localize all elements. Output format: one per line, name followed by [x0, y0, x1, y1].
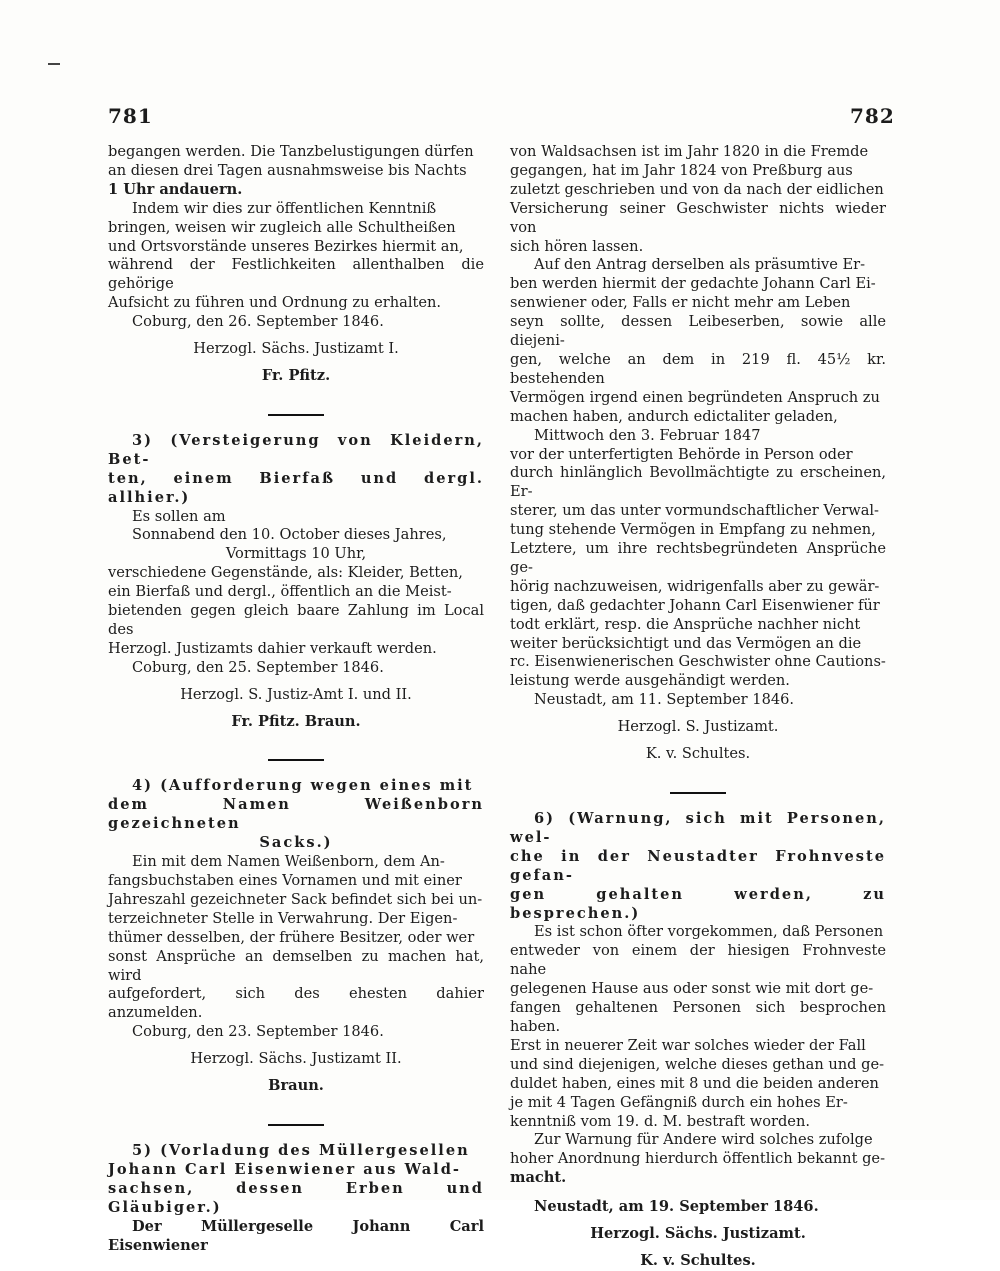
text-line: senwiener oder, Falls er nicht mehr am Leben [510, 294, 851, 312]
date-line: Coburg, den 26. September 1846. [132, 313, 384, 331]
text-line: an diesen drei Tagen ausnahmsweise bis Nachts [108, 161, 467, 179]
text-line: verschiedene Gegenstände, als: Kleider, Betten, [108, 564, 463, 582]
text-line: zuletzt geschrieben und von da nach der eidlichen [510, 180, 884, 198]
text-line: und Ortsvorstände unseres Bezirkes hiermit an, [108, 237, 464, 255]
text-line: Jahreszahl gezeichneter Sack befindet sich bei un- [108, 890, 483, 908]
signature-name: Braun. [268, 1077, 324, 1095]
text-line: gegangen, hat im Jahr 1824 von Preßburg aus [510, 161, 853, 179]
text-line: Der Müllergeselle Johann Carl Eisenwiener [108, 1217, 484, 1254]
section-divider [268, 759, 324, 761]
date-line: Mittwoch den 3. Februar 1847 [534, 426, 761, 444]
text-line: kenntniß vom 19. d. M. bestraft worden. [510, 1112, 810, 1130]
text-line: Es ist schon öfter vorgekommen, daß Personen [534, 923, 884, 941]
date-line: Neustadt, am 11. September 1846. [534, 691, 795, 709]
text-line: entweder von einem der hiesigen Frohnveste nahe [510, 942, 886, 979]
text-line: sich hören lassen. [510, 237, 644, 255]
text-line: macht. [510, 1169, 567, 1187]
signature-name: K. v. Schultes. [640, 1251, 756, 1269]
signature-name: K. v. Schultes. [645, 745, 751, 763]
text-line: tigen, daß gedachter Johann Carl Eisenwiener für [510, 596, 880, 614]
text-line: von Waldsachsen ist im Jahr 1820 in die Fremde [510, 143, 869, 160]
text-line: rc. Eisenwienerischen Geschwister ohne Cautions- [510, 653, 886, 671]
text-line: fangen gehaltenen Personen sich besprochen haben. [510, 999, 886, 1035]
text-line: todt erklärt, resp. die Ansprüche nachher nicht [510, 615, 861, 633]
section-heading: 5) (Vorladung des Müllergesellen [132, 1141, 470, 1159]
text-line: duldet haben, eines mit 8 und die beiden anderen [510, 1074, 879, 1092]
text-line: seyn sollte, dessen Leibeserben, sowie alle diejeni- [510, 313, 886, 350]
text-line: tung stehende Vermögen in Empfang zu nehmen, [510, 521, 876, 539]
text-line: terzeichneter Stelle in Verwahrung. Der Eigen- [108, 909, 458, 927]
text-line: aufgefordert, sich des ehesten dahier anzumelden. [108, 985, 484, 1022]
text-line: Ein mit dem Namen Weißenborn, dem An- [132, 853, 445, 871]
text-line: machen haben, andurch edictaliter geladen, [510, 407, 838, 425]
section-heading: Johann Carl Eisenwiener aus Wald- [108, 1160, 461, 1178]
text-line: sterer, um das unter vormundschaftlicher Verwal- [510, 502, 879, 520]
signature-office: Herzogl. Sächs. Justizamt II. [190, 1050, 402, 1068]
text-line: je mit 4 Tagen Gefängniß durch ein hohes Er- [510, 1093, 848, 1111]
signature-name: Fr. Pfitz. [261, 366, 331, 384]
section-heading: ten, einem Bierfaß und dergl. allhier.) [108, 469, 484, 506]
section-heading: 6) (Warnung, sich mit Personen, wel- [510, 810, 886, 846]
signature-office: Herzogl. S. Justiz-Amt I. und II. [180, 685, 412, 703]
date-line: Coburg, den 23. September 1846. [132, 1023, 384, 1041]
text-line: thümer desselben, der frühere Besitzer, oder wer [108, 928, 475, 946]
text-line: Letztere, um ihre rechtsbegründeten Ansprüche ge- [510, 540, 886, 576]
text-line: ein Bierfaß und dergl., öffentlich an die Meist- [108, 583, 452, 601]
text-line: Indem wir dies zur öffentlichen Kenntniß [132, 199, 437, 217]
page-number-left: 781 [108, 104, 153, 128]
text-line: fangsbuchstaben eines Vornamen und mit einer [108, 872, 462, 889]
text-line: Vermögen irgend einen begründeten Anspruch zu [510, 388, 880, 406]
section-heading: dem Namen Weißenborn gezeichneten [108, 796, 484, 833]
text-line: Versicherung seiner Geschwister nichts wieder von [510, 199, 886, 236]
text-line: Es sollen am [132, 507, 226, 525]
page-number-right: 782 [850, 104, 895, 128]
right-column [510, 143, 886, 1271]
text-line: gelegenen Hause aus oder sonst wie mit dort ge- [510, 980, 874, 998]
text-line: und sind diejenigen, welche dieses gethan und ge- [510, 1055, 885, 1073]
section-heading: che in der Neustadter Frohnveste gefan- [510, 847, 886, 884]
text-line: hoher Anordnung hierdurch öffentlich bekannt ge- [510, 1150, 885, 1168]
section-divider [268, 414, 324, 416]
section-heading: sachsen, dessen Erben und Gläubiger.) [108, 1179, 484, 1216]
text-line: ben werden hiermit der gedachte Johann Carl Ei- [510, 275, 876, 293]
text-line: bietenden gegen gleich baare Zahlung im Local des [108, 602, 484, 638]
text-line: bringen, weisen wir zugleich alle Schultheißen [108, 218, 456, 236]
text-line: 1 Uhr andauern. [108, 180, 243, 198]
section-heading: gen gehalten werden, zu besprechen.) [510, 885, 886, 922]
section-heading: 3) (Versteigerung von Kleidern, Bet- [108, 431, 484, 468]
text-line: hörig nachzuweisen, widrigenfalls aber zu gewär- [510, 577, 880, 595]
date-line: Coburg, den 25. September 1846. [132, 658, 384, 676]
left-column [108, 143, 484, 1255]
section-heading: 4) (Aufforderung wegen eines mit [132, 777, 474, 795]
signature-office: Herzogl. Sächs. Justizamt. [590, 1225, 806, 1243]
text-line: weiter berücksichtigt und das Vermögen an die [510, 634, 862, 652]
date-line: Neustadt, am 19. September 1846. [534, 1198, 819, 1216]
section-divider [268, 1124, 324, 1126]
text-line: vor der unterfertigten Behörde in Person oder [510, 445, 853, 463]
text-line: Auf den Antrag derselben als präsumtive Er- [534, 256, 866, 274]
signature-office: Herzogl. Sächs. Justizamt I. [193, 340, 399, 358]
text-line: während der Festlichkeiten allenthalben die gehörige [108, 256, 484, 293]
text-line: Aufsicht zu führen und Ordnung zu erhalten. [108, 294, 442, 312]
section-heading: Sacks.) [259, 834, 333, 852]
signature-name: Fr. Pfitz. Braun. [231, 712, 361, 730]
signature-office: Herzogl. S. Justizamt. [617, 718, 779, 736]
text-line: Erst in neuerer Zeit war solches wieder der Fall [510, 1036, 866, 1054]
text-line: sonst Ansprüche an demselben zu machen hat, wird [108, 947, 484, 984]
text-line: leistung werde ausgehändigt werden. [510, 672, 790, 690]
margin-mark [48, 63, 60, 65]
text-line: Vormittags 10 Uhr, [225, 545, 367, 563]
text-line: durch hinlänglich Bevollmächtigte zu erscheinen, Er- [510, 464, 886, 501]
section-divider [670, 792, 726, 794]
text-line: Sonnabend den 10. October dieses Jahres, [132, 526, 447, 544]
text-line: begangen werden. Die Tanzbelustigungen dürfen [108, 143, 474, 160]
text-line: Zur Warnung für Andere wird solches zufolge [534, 1131, 873, 1149]
text-line: Herzogl. Justizamts dahier verkauft werden. [108, 639, 437, 657]
text-line: gen, welche an dem in 219 fl. 45½ kr. bestehenden [510, 350, 886, 387]
